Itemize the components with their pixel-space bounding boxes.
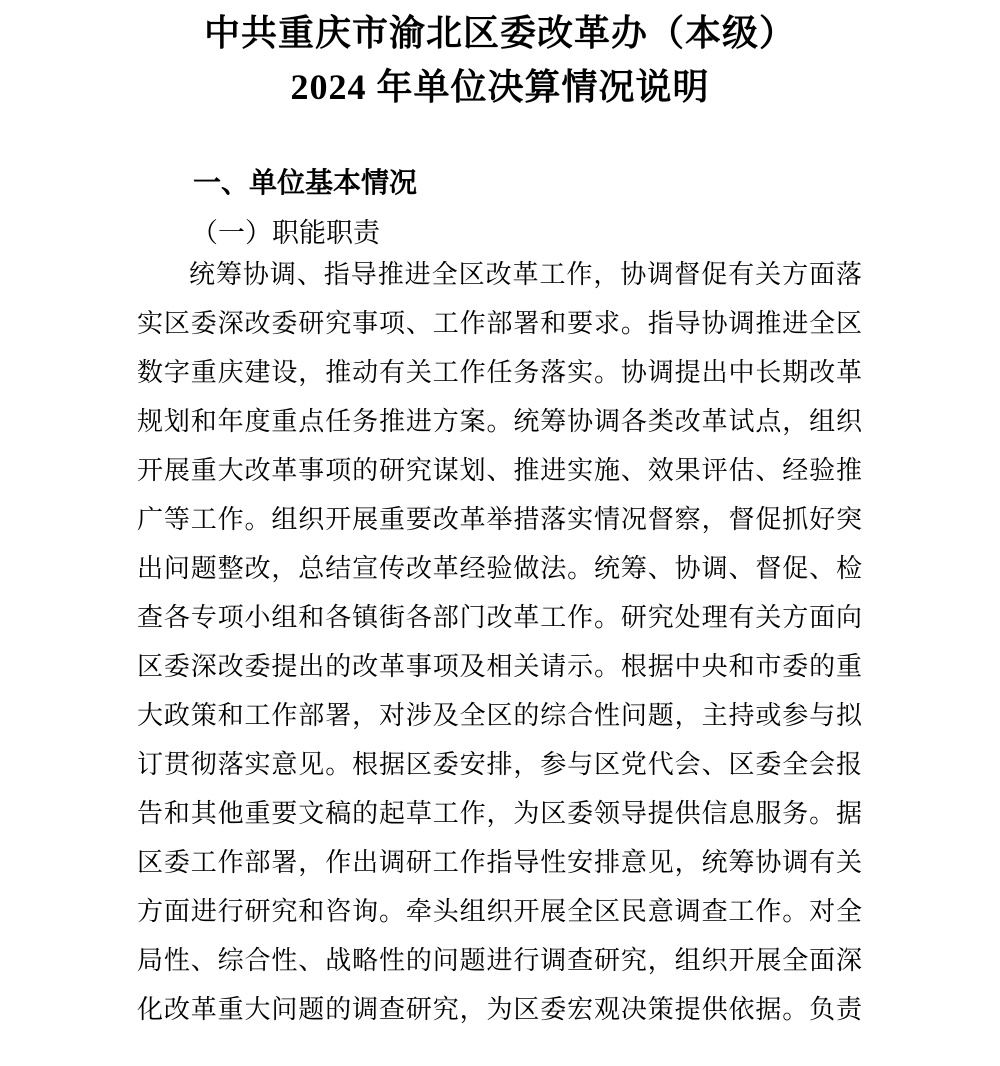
paragraph-line: 局性、综合性、战略性的问题进行调查研究，组织开展全面深 <box>137 946 862 975</box>
document-body <box>137 166 862 1034</box>
subsection-heading-duties: （一）职能职责 <box>191 218 380 248</box>
paragraph-line: 查各专项小组和各镇街各部门改革工作。研究处理有关方面向 <box>137 603 862 632</box>
document-title <box>0 6 1000 114</box>
paragraph-line: 实区委深改委研究事项、工作部署和要求。指导协调推进全区 <box>137 309 862 338</box>
paragraph-line: 化改革重大问题的调查研究，为区委宏观决策提供依据。负责 <box>137 995 862 1024</box>
paragraph-line: 开展重大改革事项的研究谋划、推进实施、效果评估、经验推 <box>137 456 862 485</box>
paragraph-line: 方面进行研究和咨询。牵头组织开展全区民意调查工作。对全 <box>137 897 862 926</box>
duties-paragraph <box>137 250 862 1034</box>
paragraph-line: 订贯彻落实意见。根据区委安排，参与区党代会、区委全会报 <box>137 750 862 779</box>
paragraph-line: 大政策和工作部署，对涉及全区的综合性问题，主持或参与拟 <box>137 701 862 730</box>
section-heading-basic-info: 一、单位基本情况 <box>193 167 418 198</box>
paragraph-line: 广等工作。组织开展重要改革举措落实情况督察，督促抓好突 <box>137 505 862 534</box>
paragraph-line: 规划和年度重点任务推进方案。统筹协调各类改革试点，组织 <box>137 407 862 436</box>
document-title-line2: 2024 年单位决算情况说明 <box>290 67 710 107</box>
paragraph-line: 区委深改委提出的改革事项及相关请示。根据中央和市委的重 <box>137 652 862 681</box>
paragraph-line: 数字重庆建设，推动有关工作任务落实。协调提出中长期改革 <box>137 358 862 387</box>
document-title-line1: 中共重庆市渝北区委改革办（本级） <box>203 13 796 53</box>
paragraph-line: 统筹协调、指导推进全区改革工作，协调督促有关方面落 <box>189 260 862 289</box>
paragraph-line: 告和其他重要文稿的起草工作，为区委领导提供信息服务。据 <box>137 799 862 828</box>
paragraph-line: 区委工作部署，作出调研工作指导性安排意见，统筹协调有关 <box>137 848 862 877</box>
paragraph-line: 出问题整改，总结宣传改革经验做法。统筹、协调、督促、检 <box>137 554 862 583</box>
